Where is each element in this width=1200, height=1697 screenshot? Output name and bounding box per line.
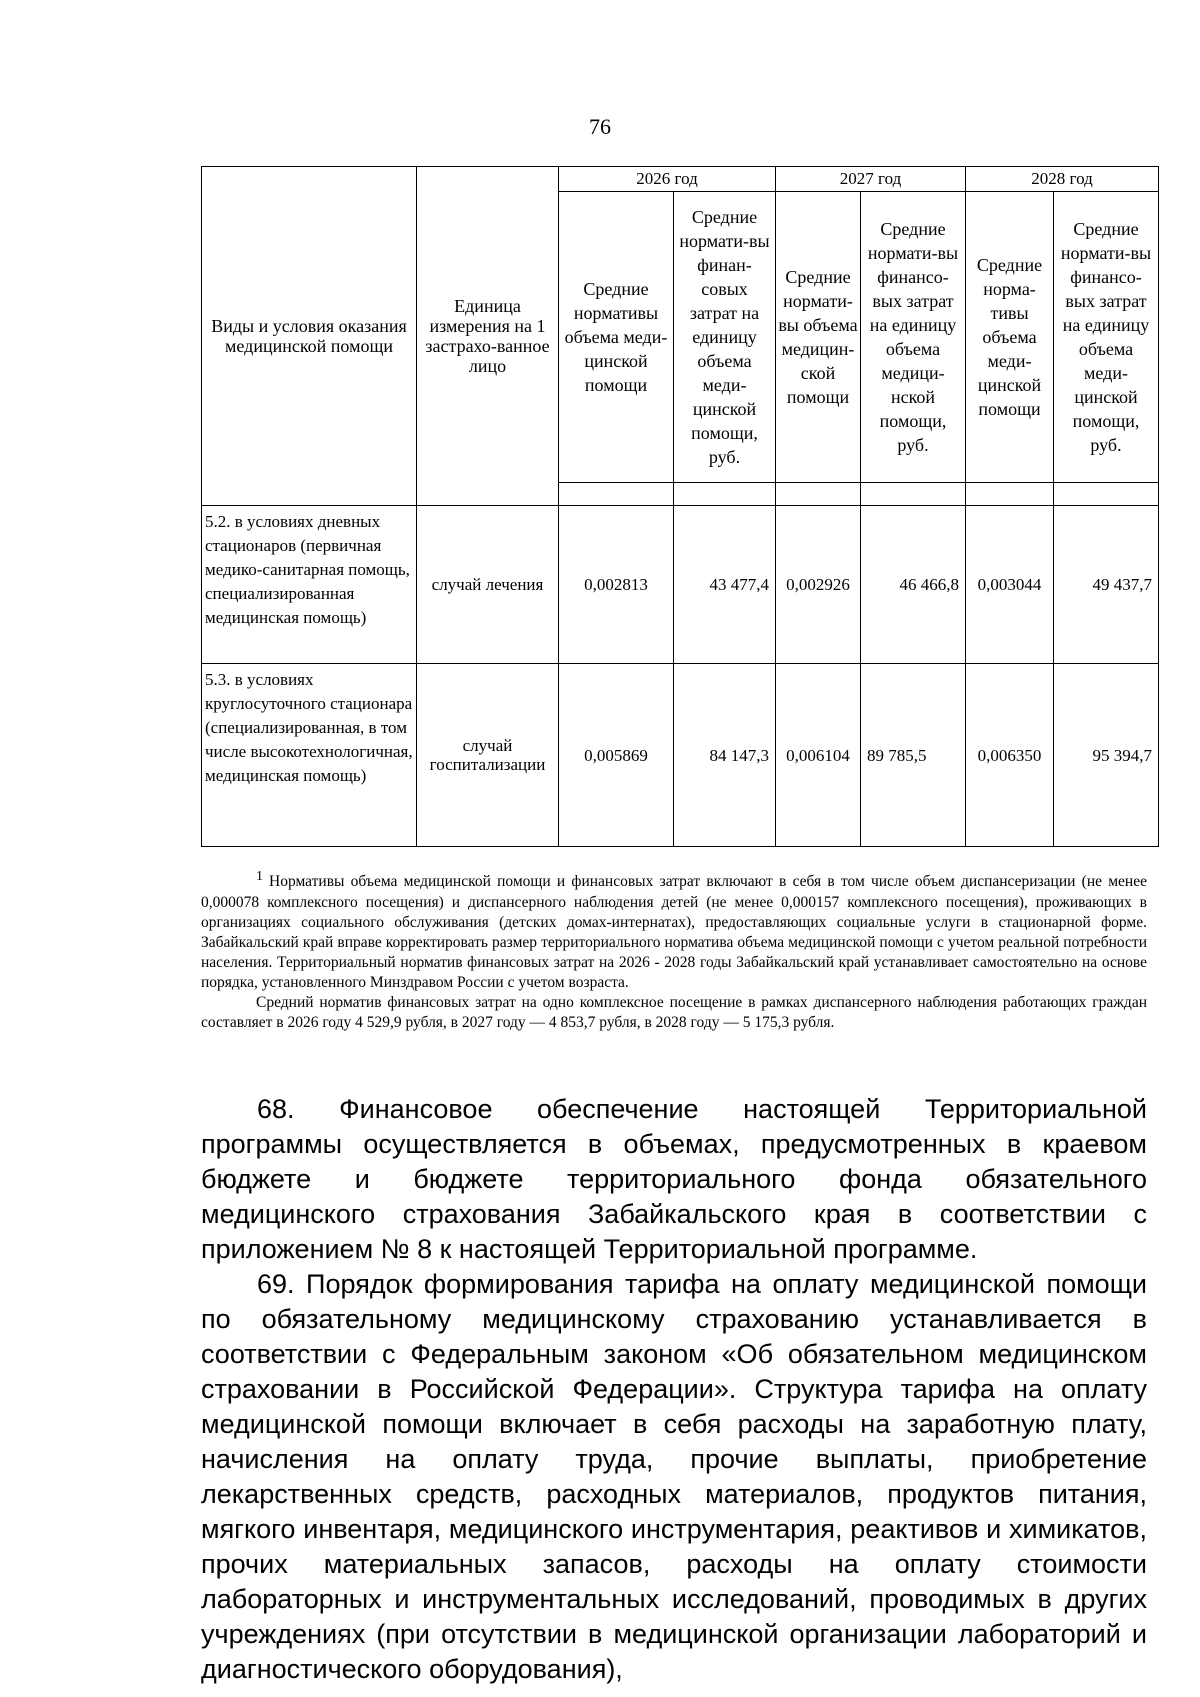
- row-unit: случай госпитализации: [417, 664, 559, 847]
- col-head-2026-cost: Средние нормати-вы финан-совых затрат на единицу объема меди-цинской помощи, руб.: [674, 192, 776, 483]
- footnote-1-text: Нормативы объема медицинской помощи и финансовых затрат включают в себя в том числе объем диспансеризации (не менее 0,000078 комплексного посещения) и диспансерного наблюдения детей (не менее 0,000157 комплексного посещения), проживающих в организациях социального обслуживания (детских домах-интернатах), предоставляющих социальные услуги в стационарной форме. Забайкальский край вправе корректировать размер территориального норматива объема медицинской помощи с учетом реальной потребности населения. Территориальный норматив финансовых затрат на 2026 - 2028 годы Забайкальский край устанавливает самостоятельно на основе порядка, установленного Минздравом России с учетом возраста.: [201, 873, 1147, 991]
- empty-cell: [861, 483, 966, 506]
- col-head-year-2026: 2026 год: [559, 167, 776, 192]
- col-head-year-2028: 2028 год: [966, 167, 1159, 192]
- row-cost-2026: 43 477,4: [674, 506, 776, 664]
- row-type: 5.2. в условиях дневных стационаров (первичная медико-санитарная помощь, специализированная медицинская помощь): [202, 506, 417, 664]
- col-head-type: Виды и условия оказания медицинской помощи: [202, 167, 417, 506]
- paragraph-68: 68. Финансовое обеспечение настоящей Территориальной программы осуществляется в объемах, предусмотренных в краевом бюджете и бюджете территориального фонда обязательного медицинского страхования Забайкальского края в соответствии с приложением № 8 к настоящей Территориальной программе.: [201, 1094, 1147, 1264]
- row-cost-2027: 46 466,8: [861, 506, 966, 664]
- row-type: 5.3. в условиях круглосуточного стационара (специализированная, в том числе высокотехнологичная, медицинская помощь): [202, 664, 417, 847]
- table-header-row: [202, 167, 1159, 192]
- paragraph-69: 69. Порядок формирования тарифа на оплату медицинской помощи по обязательному медицинскому страхованию устанавливается в соответствии с Федеральным законом «Об обязательном медицинском страховании в Российской Федерации». Структура тарифа на оплату медицинской помощи включает в себя расходы на заработную плату, начисления на оплату труда, прочие выплаты, приобретение лекарственных средств, расходных материалов, продуктов питания, мягкого инвентаря, медицинского инструментария, реактивов и химикатов, прочих материальных запасов, расходы на оплату стоимости лабораторных и инструментальных исследований, проводимых в других учреждениях (при отсутствии в медицинской организации лабораторий и диагностического оборудования),: [201, 1269, 1147, 1684]
- table-row: [202, 664, 1159, 847]
- col-head-2027-volume: Средние нормати-вы объема медицин-ской помощи: [776, 192, 861, 483]
- row-cost-2026: 84 147,3: [674, 664, 776, 847]
- col-head-2027-cost: Средние нормати-вы финансо-вых затрат на единицу объема медици-нской помощи, руб.: [861, 192, 966, 483]
- col-head-2026-volume: Средние нормативы объема меди-цинской помощи: [559, 192, 674, 483]
- row-volume-2027: 0,002926: [776, 506, 861, 664]
- empty-cell: [1054, 483, 1159, 506]
- col-head-2028-cost: Средние нормати-вы финансо-вых затрат на единицу объема меди-цинской помощи, руб.: [1054, 192, 1159, 483]
- footnote-2: Средний норматив финансовых затрат на одно комплексное посещение в рамках диспансерного наблюдения работающих граждан составляет в 2026 году 4 529,9 рубля, в 2027 году — 4 853,7 рубля, в 2028 году — 5 175,3 рубля.: [201, 994, 1147, 1031]
- row-cost-2028: 49 437,7: [1054, 506, 1159, 664]
- row-cost-2028: 95 394,7: [1054, 664, 1159, 847]
- norms-table: [201, 166, 1159, 847]
- empty-cell: [776, 483, 861, 506]
- empty-cell: [674, 483, 776, 506]
- row-volume-2028: 0,003044: [966, 506, 1054, 664]
- body-text: [201, 1092, 1147, 1687]
- table-row: [202, 506, 1159, 664]
- row-volume-2027: 0,006104: [776, 664, 861, 847]
- empty-cell: [559, 483, 674, 506]
- page-number: 76: [589, 114, 611, 139]
- row-volume-2026: 0,005869: [559, 664, 674, 847]
- footnote-1: [201, 869, 1147, 993]
- row-volume-2028: 0,006350: [966, 664, 1054, 847]
- row-cost-2027: 89 785,5: [861, 664, 966, 847]
- row-unit: случай лечения: [417, 506, 559, 664]
- row-volume-2026: 0,002813: [559, 506, 674, 664]
- col-head-unit: Единица измерения на 1 застрахо-ванное лицо: [417, 167, 559, 506]
- col-head-2028-volume: Средние норма-тивы объема меди-цинской помощи: [966, 192, 1054, 483]
- footnote-marker: 1: [256, 869, 263, 884]
- footnotes: [201, 869, 1147, 1033]
- empty-cell: [966, 483, 1054, 506]
- col-head-year-2027: 2027 год: [776, 167, 966, 192]
